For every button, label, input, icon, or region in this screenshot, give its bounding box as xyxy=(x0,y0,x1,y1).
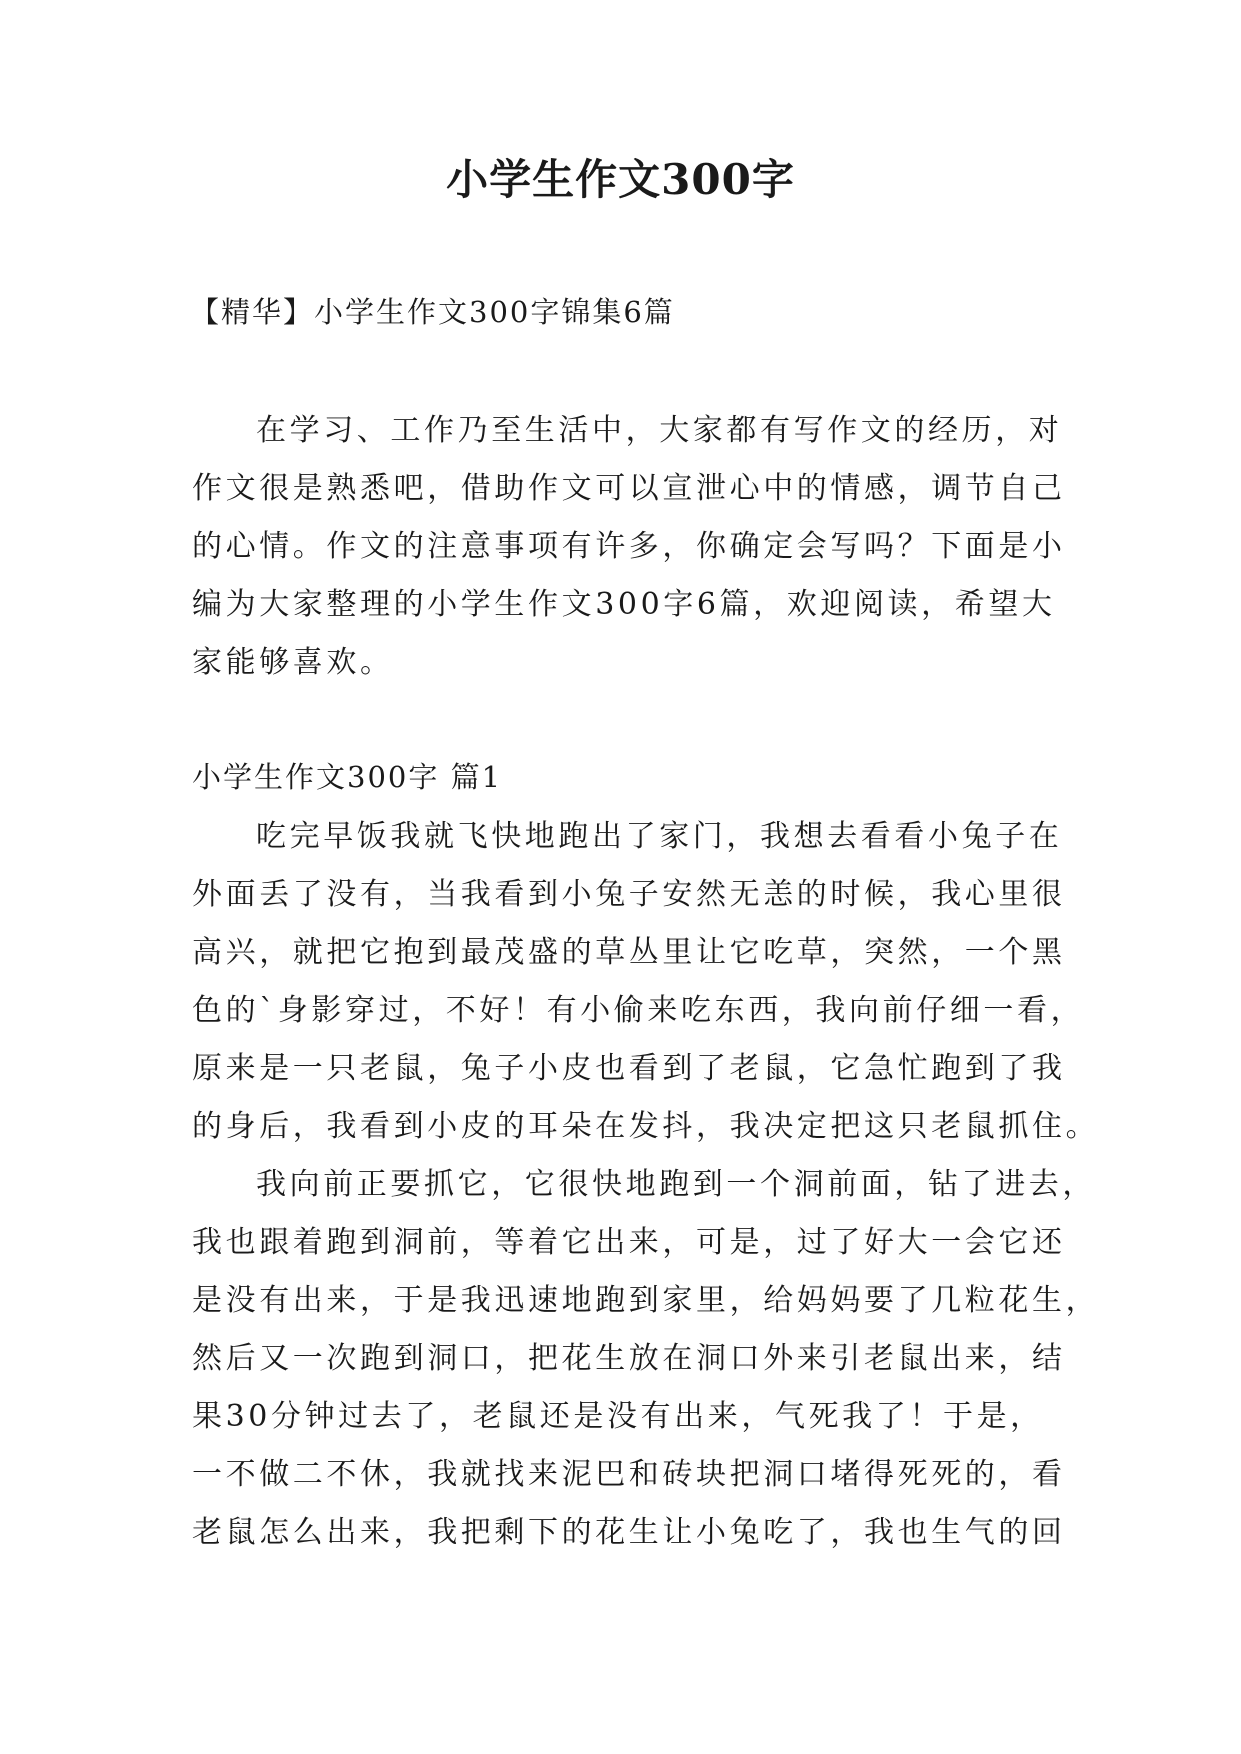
paragraph-line: 编为大家整理的小学生作文300字6篇，欢迎阅读，希望大 xyxy=(192,587,1056,622)
paragraph-line: 高兴，就把它抱到最茂盛的草丛里让它吃草，突然，一个黑 xyxy=(192,935,1066,970)
paragraph-line: 然后又一次跑到洞口，把花生放在洞口外来引老鼠出来，结 xyxy=(192,1341,1066,1376)
paragraph-line: 吃完早饭我就飞快地跑出了家门，我想去看看小兔子在 xyxy=(256,819,1063,854)
paragraph-line: 我向前正要抓它，它很快地跑到一个洞前面，钻了进去， xyxy=(256,1167,1096,1202)
document-subtitle: 【精华】小学生作文300字锦集6篇 xyxy=(190,295,675,329)
paragraph-line: 一不做二不休，我就找来泥巴和砖块把洞口堵得死死的，看 xyxy=(192,1457,1066,1492)
essay-body xyxy=(192,808,1100,1562)
paragraph-line: 我也跟着跑到洞前，等着它出来，可是，过了好大一会它还 xyxy=(192,1225,1066,1260)
paragraph-line: 色的`身影穿过，不好！有小偷来吃东西，我向前仔细一看， xyxy=(192,993,1085,1028)
paragraph-line: 外面丢了没有，当我看到小兔子安然无恙的时候，我心里很 xyxy=(192,877,1066,912)
section-heading: 小学生作文300字 篇1 xyxy=(192,760,503,794)
paragraph-line: 在学习、工作乃至生活中，大家都有写作文的经历，对 xyxy=(256,413,1063,448)
paragraph-line: 的身后，我看到小皮的耳朵在发抖，我决定把这只老鼠抓住。 xyxy=(192,1109,1100,1144)
paragraph-line: 果30分钟过去了，老鼠还是没有出来，气死我了！于是， xyxy=(192,1399,1044,1434)
intro-paragraph xyxy=(192,402,1066,692)
paragraph-line: 家能够喜欢。 xyxy=(192,645,394,680)
paragraph-line: 的心情。作文的注意事项有许多，你确定会写吗？下面是小 xyxy=(192,529,1066,564)
page-title: 小学生作文300字 xyxy=(446,155,795,204)
paragraph-line: 作文很是熟悉吧，借助作文可以宣泄心中的情感，调节自己 xyxy=(192,471,1066,506)
paragraph-line: 是没有出来，于是我迅速地跑到家里，给妈妈要了几粒花生， xyxy=(192,1283,1100,1318)
paragraph-line: 老鼠怎么出来，我把剩下的花生让小兔吃了，我也生气的回 xyxy=(192,1515,1066,1550)
paragraph-line: 原来是一只老鼠，兔子小皮也看到了老鼠，它急忙跑到了我 xyxy=(192,1051,1066,1086)
